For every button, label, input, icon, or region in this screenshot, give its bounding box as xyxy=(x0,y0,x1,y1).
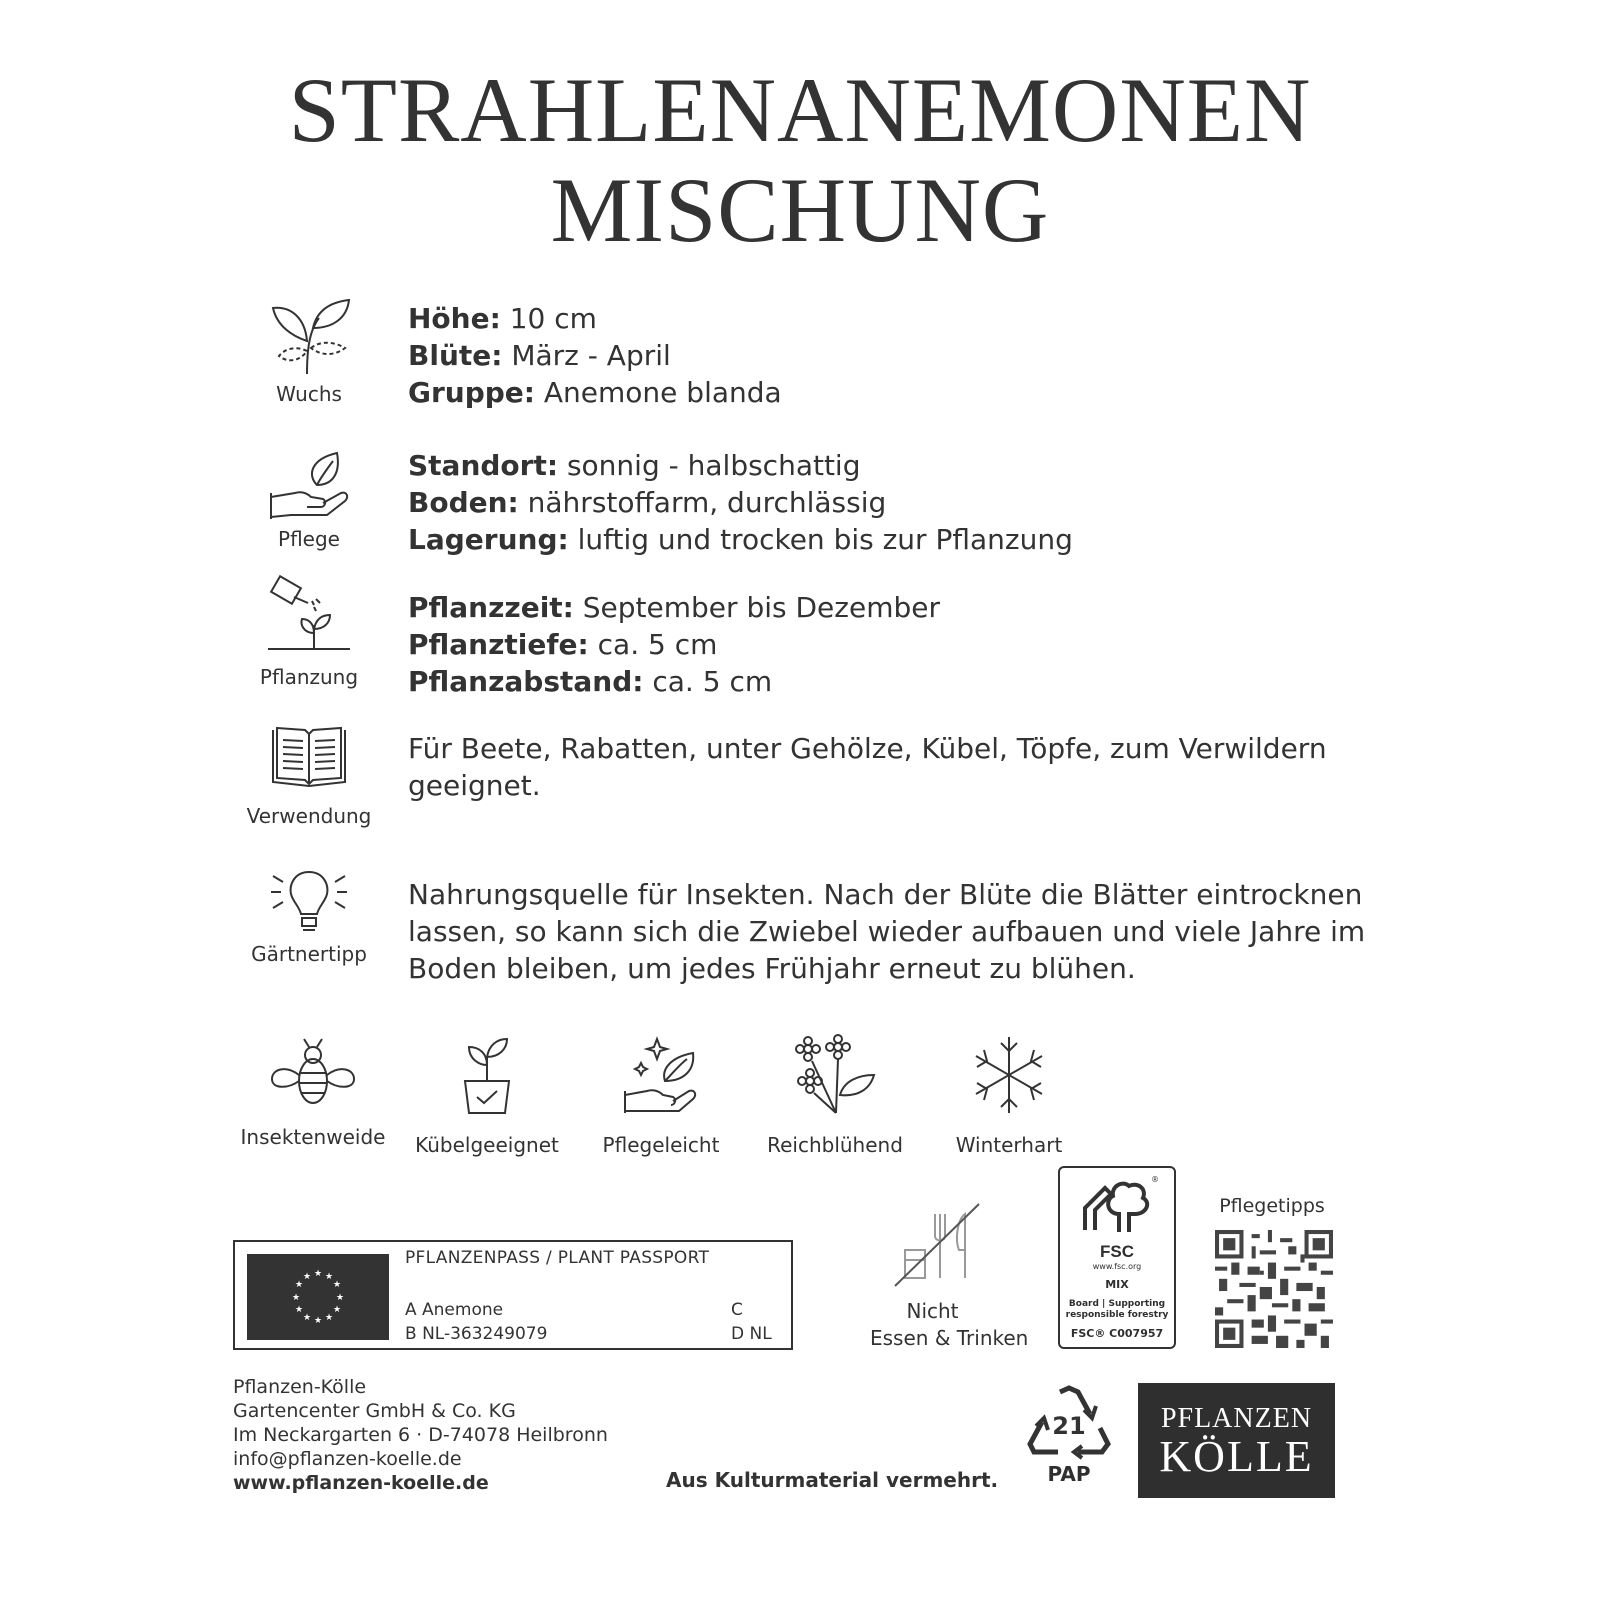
plant-growth-icon xyxy=(267,296,351,376)
svg-text:★: ★ xyxy=(332,1280,342,1290)
feature-label: Kübelgeeignet xyxy=(415,1133,559,1157)
no-eat-line-2: Essen & Trinken xyxy=(870,1326,1029,1350)
plant-passport xyxy=(233,1240,793,1350)
info-line: Standort: sonnig - halbschattig xyxy=(408,449,861,482)
section-icon-label: Pflanzung xyxy=(259,665,359,689)
svg-text:★: ★ xyxy=(324,1313,334,1323)
fsc-url: www.fsc.org xyxy=(1092,1262,1142,1271)
section-text: Für Beete, Rabatten, unter Gehölze, Kübel, Töpfe, zum Verwildern geeignet. xyxy=(408,732,1327,802)
address-line: Im Neckargarten 6 · D-74078 Heilbronn xyxy=(233,1424,608,1446)
info-line: Pflanztiefe: ca. 5 cm xyxy=(408,628,718,661)
recycle-code: PAP xyxy=(1047,1462,1091,1486)
feature-insektenweide xyxy=(228,1035,398,1149)
not-food-warning xyxy=(870,1200,1029,1352)
no-eat-line-1: Nicht xyxy=(906,1299,959,1323)
qr-code[interactable] xyxy=(1215,1230,1333,1348)
no-food-icon xyxy=(883,1200,983,1290)
fsc-name: FSC xyxy=(1100,1242,1134,1261)
svg-text:★: ★ xyxy=(332,1305,342,1315)
feature-label: Reichblühend xyxy=(767,1133,903,1157)
passport-field-b: B NL-363249079 xyxy=(405,1324,548,1344)
info-line: Pflanzabstand: ca. 5 cm xyxy=(408,665,773,698)
flowers-icon xyxy=(790,1035,880,1115)
email-link[interactable]: info@pflanzen-koelle.de xyxy=(233,1448,462,1470)
title-line-1: STRAHLENANEMONEN xyxy=(288,59,1312,161)
svg-text:★: ★ xyxy=(302,1272,312,1282)
title-line-2: MISCHUNG xyxy=(550,159,1050,261)
info-line: Pflanzzeit: September bis Dezember xyxy=(408,591,940,624)
qr-label: Pflegetipps xyxy=(1219,1195,1325,1217)
section-icon-label: Verwendung xyxy=(246,804,372,828)
section-icon-label: Wuchs xyxy=(276,382,342,406)
passport-header: PFLANZENPASS / PLANT PASSPORT xyxy=(405,1248,710,1268)
fsc-desc-2: responsible forestry xyxy=(1065,1310,1169,1320)
fsc-desc-1: Board | Supporting xyxy=(1068,1299,1166,1309)
book-icon xyxy=(269,724,349,790)
fsc-tree-icon xyxy=(1077,1174,1157,1236)
info-line: Boden: nährstoffarm, durchlässig xyxy=(408,486,887,519)
section-text xyxy=(408,447,1368,558)
feature-pflegeleicht xyxy=(576,1035,746,1157)
address-line: Gartencenter GmbH & Co. KG xyxy=(233,1400,516,1422)
section-icon-label: Pflege xyxy=(278,527,340,551)
fsc-code: FSC® C007957 xyxy=(1070,1327,1164,1340)
passport-field-a: A Anemone xyxy=(405,1300,504,1320)
culture-note: Aus Kulturmaterial vermehrt. xyxy=(666,1468,999,1492)
info-line: Gruppe: Anemone blanda xyxy=(408,376,782,409)
svg-text:★: ★ xyxy=(294,1280,304,1290)
logo-line-2: KÖLLE xyxy=(1159,1432,1314,1481)
feature-label: Pflegeleicht xyxy=(602,1133,720,1157)
info-line: Blüte: März - April xyxy=(408,339,671,372)
info-line: Höhe: 10 cm xyxy=(408,302,597,335)
info-line: Lagerung: luftig und trocken bis zur Pflanzung xyxy=(408,523,1073,556)
eu-flag-icon xyxy=(247,1254,389,1340)
feature-kuebelgeeignet xyxy=(402,1035,572,1157)
feature-winterhart xyxy=(924,1035,1094,1157)
feature-label: Insektenweide xyxy=(240,1125,386,1149)
svg-text:★: ★ xyxy=(313,1316,323,1326)
svg-text:★: ★ xyxy=(302,1313,312,1323)
lightbulb-icon xyxy=(267,866,351,938)
svg-text:★: ★ xyxy=(294,1305,304,1315)
bee-icon xyxy=(268,1035,358,1107)
pflanzen-koelle-logo xyxy=(1138,1383,1335,1498)
svg-text:★: ★ xyxy=(291,1293,301,1303)
hand-sparkle-icon xyxy=(621,1035,701,1115)
recycling-mark xyxy=(1024,1384,1114,1486)
fsc-label xyxy=(1058,1166,1176,1349)
website-link[interactable]: www.pflanzen-koelle.de xyxy=(233,1472,489,1494)
section-text xyxy=(408,589,1368,700)
product-title xyxy=(0,60,1600,260)
feature-reichbluehend xyxy=(750,1035,920,1157)
address-line: Pflanzen-Kölle xyxy=(233,1376,367,1398)
pot-check-icon xyxy=(457,1035,517,1115)
passport-field-d: D NL xyxy=(731,1324,772,1344)
section-text: Nahrungsquelle für Insekten. Nach der Blüte die Blätter eintrocknen lassen, so kann sich die Zwiebel wieder aufbauen und viele Jahre im Boden bleiben, um jedes Frühjahr erneut zu blühen. xyxy=(408,878,1366,985)
recycle-icon xyxy=(1024,1384,1114,1460)
fsc-mix: MIX xyxy=(1105,1278,1129,1291)
company-address xyxy=(233,1375,608,1495)
section-text xyxy=(408,300,1368,411)
svg-text:★: ★ xyxy=(324,1272,334,1282)
svg-text:®: ® xyxy=(1151,1175,1159,1184)
watering-can-icon xyxy=(264,575,354,659)
svg-text:★: ★ xyxy=(313,1269,323,1279)
feature-label: Winterhart xyxy=(955,1133,1063,1157)
section-icon-label: Gärtnertipp xyxy=(251,942,367,966)
svg-text:★: ★ xyxy=(335,1293,345,1303)
svg-text:21: 21 xyxy=(1052,1412,1086,1440)
passport-field-c: C xyxy=(731,1300,743,1320)
logo-line-1: PFLANZEN xyxy=(1160,1403,1313,1434)
snowflake-icon xyxy=(969,1035,1049,1115)
hand-leaf-icon xyxy=(267,445,351,521)
